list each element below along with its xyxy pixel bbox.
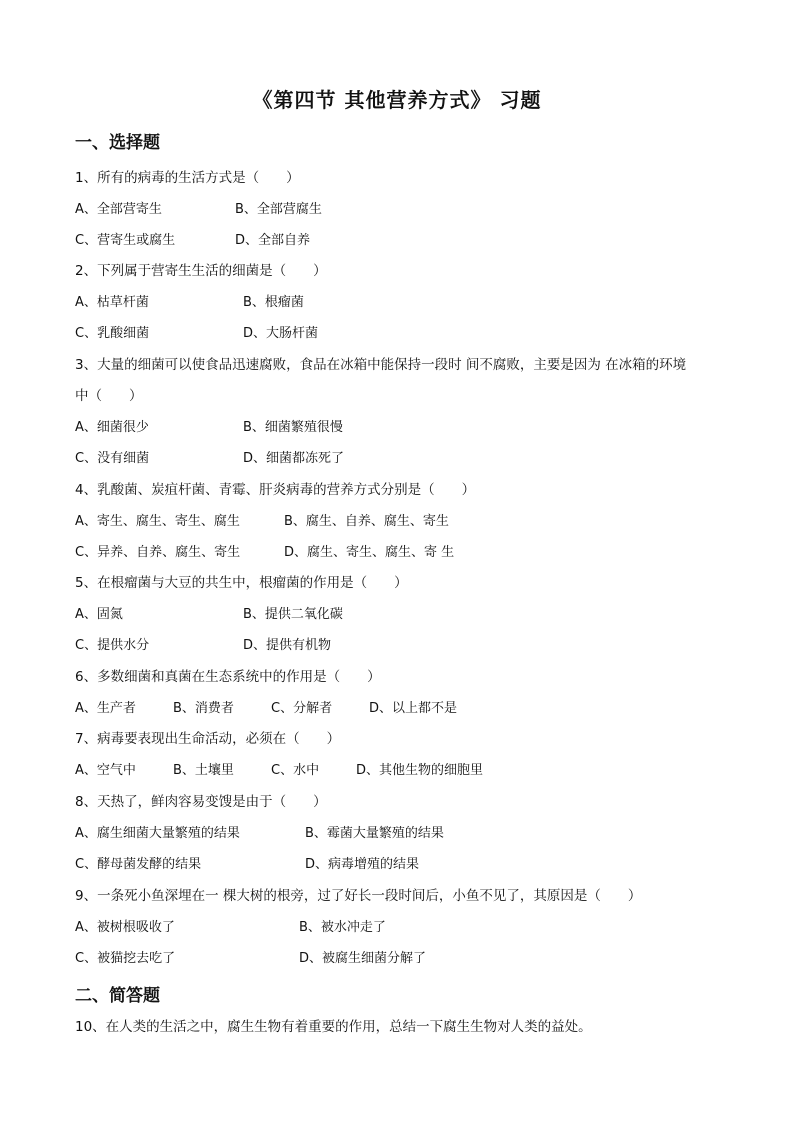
option: C、异养、自养、腐生、寄生: [75, 545, 241, 560]
option: B、全部营腐生: [235, 202, 322, 217]
question-stem: 7、病毒要表现出生命活动，必须在（ ）: [75, 731, 341, 747]
question-stem: 9、一条死小鱼深埋在一 棵大树的根旁，过了好长一段时间后，小鱼不见了，其原因是（ ）: [75, 888, 642, 904]
option: B、提供二氧化碳: [243, 607, 343, 622]
question-stem: 2、下列属于营寄生生活的细菌是（ ）: [75, 263, 327, 279]
option: D、全部自养: [235, 233, 311, 248]
option: B、土壤里: [173, 763, 234, 778]
option: A、枯草杆菌: [75, 295, 149, 310]
option: A、细菌很少: [75, 420, 149, 435]
option: C、营寄生或腐生: [75, 233, 176, 248]
option: A、寄生、腐生、寄生、腐生: [75, 514, 240, 529]
option: D、被腐生细菌分解了: [299, 951, 427, 966]
question-stem: 8、天热了，鲜肉容易变馊是由于（ ）: [75, 794, 327, 810]
option: D、病毒增殖的结果: [305, 857, 420, 872]
option: C、提供水分: [75, 638, 150, 653]
option: B、被水冲走了: [299, 920, 386, 935]
option: B、霉菌大量繁殖的结果: [305, 826, 444, 841]
option: A、全部营寄生: [75, 202, 162, 217]
option: D、以上都不是: [369, 701, 458, 716]
question-stem: 10、在人类的生活之中，腐生生物有着重要的作用，总结一下腐生生物对人类的益处。: [75, 1019, 592, 1035]
question-stem-continued: 中（ ）: [75, 388, 143, 404]
section-heading-short-answer: 二、简答题: [75, 986, 160, 1006]
option: B、腐生、自养、腐生、寄生: [284, 514, 449, 529]
option: D、大肠杆菌: [243, 326, 319, 341]
option: D、细菌都冻死了: [243, 451, 345, 466]
question-stem: 3、大量的细菌可以使食品迅速腐败，食品在冰箱中能保持一段时 间不腐败，主要是因为 在冰箱的环境: [75, 357, 687, 373]
question-stem: 5、在根瘤菌与大豆的共生中，根瘤菌的作用是（ ）: [75, 575, 408, 591]
option: B、消费者: [173, 701, 234, 716]
option: D、提供有机物: [243, 638, 332, 653]
option: C、分解者: [271, 701, 333, 716]
option: C、被猫挖去吃了: [75, 951, 176, 966]
question-stem: 6、多数细菌和真菌在生态系统中的作用是（ ）: [75, 669, 381, 685]
option: C、水中: [271, 763, 320, 778]
option: D、其他生物的细胞里: [356, 763, 484, 778]
question-stem: 1、所有的病毒的生活方式是（ ）: [75, 170, 300, 186]
page-title: 《第四节 其他营养方式》 习题: [252, 88, 542, 112]
option: A、被树根吸收了: [75, 920, 175, 935]
section-heading-choice: 一、选择题: [75, 133, 160, 153]
option: C、乳酸细菌: [75, 326, 150, 341]
option: A、空气中: [75, 763, 136, 778]
option: A、固氮: [75, 607, 123, 622]
option: A、生产者: [75, 701, 136, 716]
option: B、根瘤菌: [243, 295, 304, 310]
option: A、腐生细菌大量繁殖的结果: [75, 826, 240, 841]
option: C、酵母菌发酵的结果: [75, 857, 202, 872]
question-stem: 4、乳酸菌、炭疽杆菌、青霉、肝炎病毒的营养方式分别是（ ）: [75, 482, 476, 498]
option: B、细菌繁殖很慢: [243, 420, 343, 435]
option: C、没有细菌: [75, 451, 150, 466]
option: D、腐生、寄生、腐生、寄 生: [284, 545, 455, 560]
